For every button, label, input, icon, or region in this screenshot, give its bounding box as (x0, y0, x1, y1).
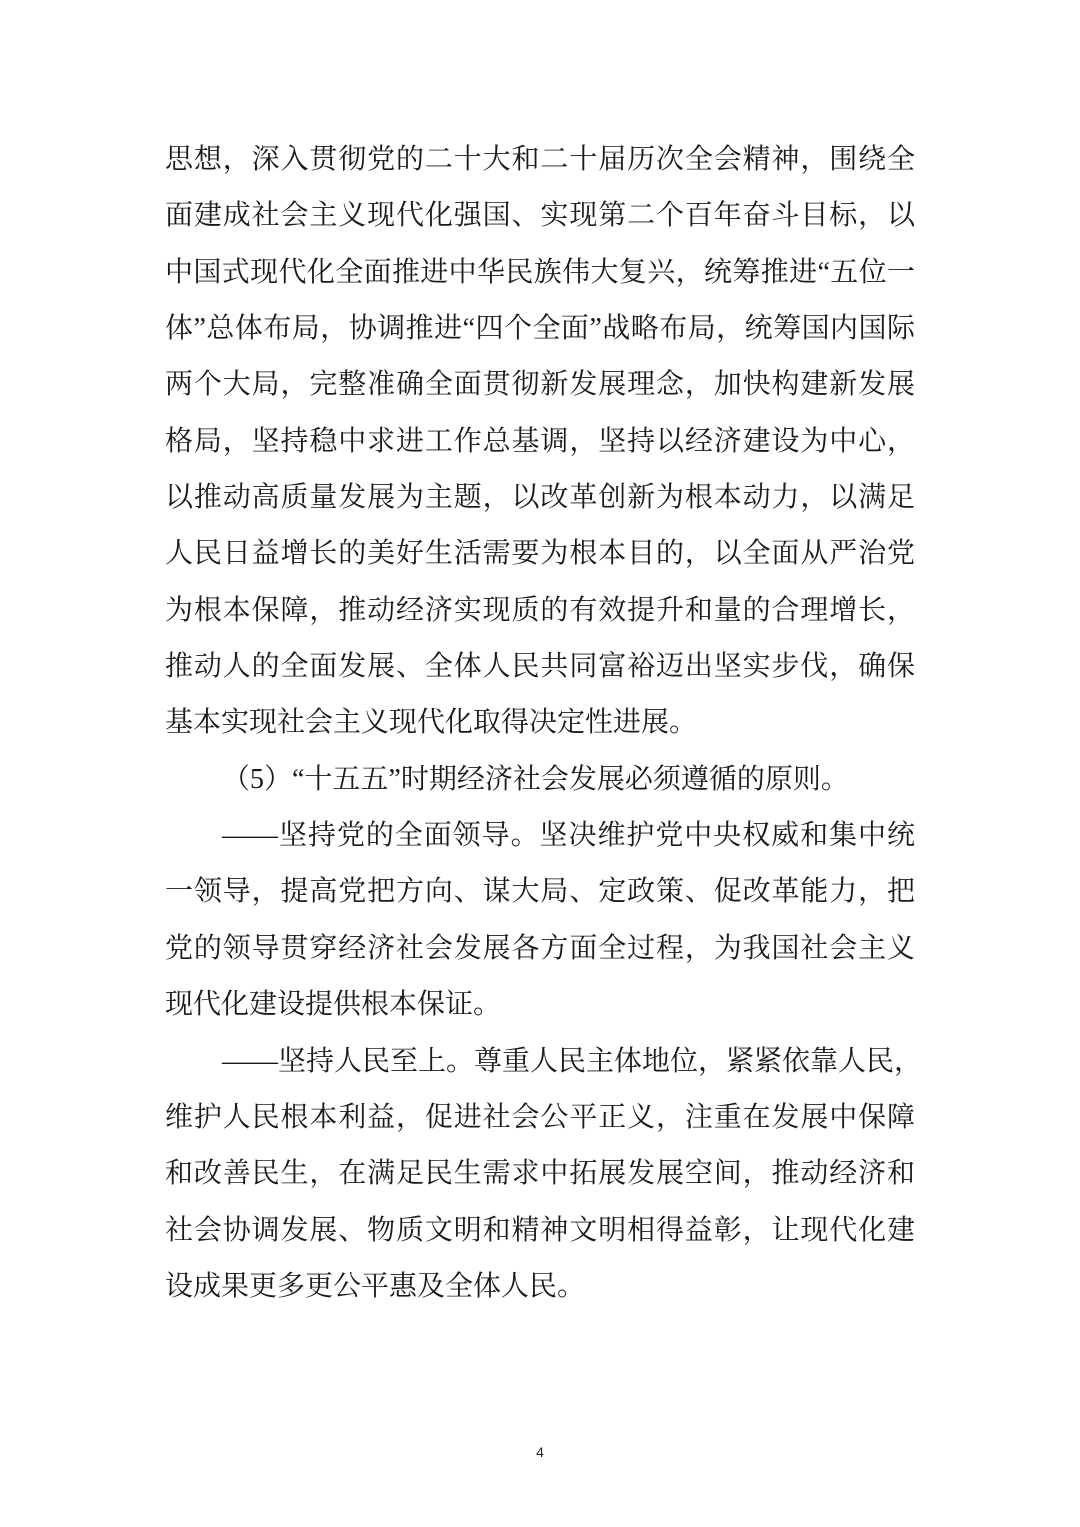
text-line: ——坚持党的全面领导。坚决维护党中央权威和集中统 (222, 820, 915, 852)
text-line: 中国式现代化全面推进中华民族伟大复兴，统筹推进“五位一 (165, 256, 915, 288)
text-line: ——坚持人民至上。尊重人民主体地位，紧紧依靠人民， (222, 1045, 923, 1077)
text-line: 社会协调发展、物质文明和精神文明相得益彰，让现代化建 (165, 1214, 915, 1246)
text-line: 一领导，提高党把方向、谋大局、定政策、促改革能力，把 (165, 876, 915, 908)
text-line: 体”总体布局，协调推进“四个全面”战略布局，统筹国内国际 (165, 313, 915, 345)
section-heading-principles (165, 752, 915, 808)
text-line: 两个大局，完整准确全面贯彻新发展理念，加快构建新发展 (165, 369, 915, 401)
paragraph-people-first (165, 1034, 923, 1316)
text-line: 思想，深入贯彻党的二十大和二十届历次全会精神，围绕全 (165, 144, 915, 175)
text-line: 基本实现社会主义现代化取得决定性进展。 (165, 707, 698, 739)
text-line: 推动人的全面发展、全体人民共同富裕迈出坚实步伐，确保 (165, 651, 915, 683)
text-line: 和改善民生，在满足民生需求中拓展发展空间，推动经济和 (165, 1158, 915, 1190)
text-line: 为根本保障，推动经济实现质的有效提升和量的合理增长， (165, 594, 915, 626)
text-line: 设成果更多更公平惠及全体人民。 (165, 1270, 586, 1302)
paragraph-guiding-thought (165, 132, 915, 752)
text-line: 格局，坚持稳中求进工作总基调，坚持以经济建设为中心， (165, 425, 915, 457)
text-line: 面建成社会主义现代化强国、实现第二个百年奋斗目标，以 (165, 200, 915, 232)
paragraph-party-leadership (165, 808, 915, 1033)
section-heading: （5）“十五五”时期经济社会发展必须遵循的原则。 (222, 763, 849, 795)
text-line: 维护人民根本利益，促进社会公平正义，注重在发展中保障 (165, 1101, 915, 1133)
body-text (165, 132, 923, 1315)
text-line: 现代化建设提供根本保证。 (165, 989, 502, 1021)
text-line: 以推动高质量发展为主题，以改革创新为根本动力，以满足 (165, 482, 915, 514)
text-line: 党的领导贯穿经济社会发展各方面全过程，为我国社会主义 (165, 932, 915, 964)
page-number: 4 (536, 1444, 544, 1460)
text-line: 人民日益增长的美好生活需要为根本目的，以全面从严治党 (165, 538, 915, 570)
